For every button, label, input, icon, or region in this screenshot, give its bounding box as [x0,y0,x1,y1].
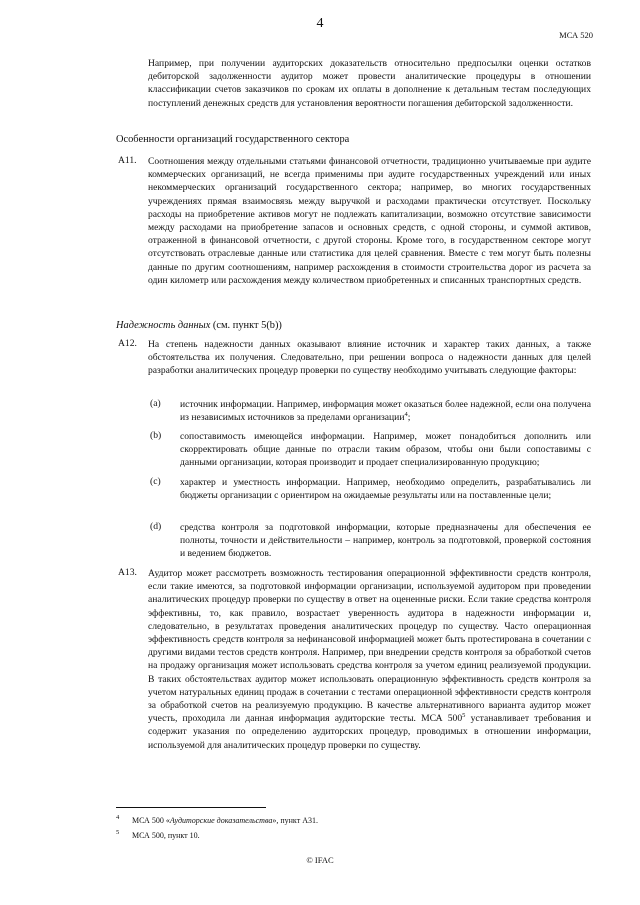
list-item-text: источник информации. Например, информация может оказаться более надежной, если она получена из независимых источников за пределами организации [180,399,591,424]
footnote-divider [116,807,266,808]
standard-reference: МСА 520 [559,30,593,40]
a12-text: На степень надежности данных оказывают влияние источник и характер таких данных, а также обстоятельства их получения. Следовательно, при решении вопроса о надежности данных для целей разработки аналитических процедур проверки по существу необходимо учитывать следующие факторы: [148,339,591,377]
list-item-text: характер и уместность информации. Например, необходимо определить, разрабатывались ли бюджеты организации с ориентиром на ожидаемые результаты или на поставленные цели; [180,477,591,502]
a13-tail: устанавливает требования и содержит указания по определению аудиторских процедур, проводимых в отношении информации, используемой для аналитических процедур проверки по существу. [148,713,591,751]
list-item-label: (b) [150,430,162,441]
footnote-title: Аудиторские доказательства [169,816,273,825]
heading-italic-text: Надежность данных [116,320,211,331]
list-item [180,521,591,561]
intro-paragraph [148,57,591,110]
page-number: 4 [316,16,324,31]
a13-text: Аудитор может рассмотреть возможность тестирования операционной эффективности средств контроля, если такие имеются, за подготовкой информации организации, используемой аудитором при проведении аналитических процедур проверки по существу в ответ на оцененные риски. Если такие средства контроля эффективны, то, как правило, возрастает уверенность аудитора в надежности информации и, следовательно, в результатах проведения аналитических процедур по существу. Часто операционная эффективность средств контроля за нефинансовой информацией может быть протестирована в сочетании с другими видами тестов средств контроля. Например, при внедрении средств контроля за обработкой счетов на продажу организация может использовать средства контроля за учетом единиц реализуемой продукции. В таких обстоятельствах аудитор может использовать операционную эффективность средств контроля за учетом натуральных единиц продаж в сочетании с тестами операционной эффективности средств контроля за обработкой счетов на реализуемую продукцию. В качестве альтернативного варианта аудитор может учесть, проходила ли данная информация аудиторские тесты. МСА 500 [148,568,591,725]
list-item-label: (c) [150,476,161,487]
list-item [180,476,591,502]
paragraph-a11 [148,155,591,287]
a11-text: Соотношения между отдельными статьями финансовой отчетности, традиционно учитываемые при аудите коммерческих организаций, не всегда применимы при аудите государственных учреждений или иных некоммерческих организаций государственного сектора; например, во многих государственных учреждениях прямая взаимосвязь между выручкой и расходами практически отсутствует. Поскольку расходы на приобретение активов могут не подлежать капитализации, возможно отсутствие зависимости между расходами на приобретение запасов и основных средств, с одной стороны, и суммой активов, отраженной в финансовой отчетности, с другой стороны. Кроме того, в государственном секторе могут отсутствовать отраслевые данные или статистика для целей сравнения. Вместе с тем могут быть полезны данные по другим соотношениям, например расхождения в стоимости строительства дорог из расчета за один километр или расхождения между количеством приобретенных и списанных транспортных средств. [148,156,591,286]
list-item-text: сопоставимость имеющейся информации. Например, может понадобиться дополнить или скорректировать общие данные по отрасли таким образом, чтобы они были сопоставимы с данными организации, которая производит и продает специализированную продукцию; [180,431,591,469]
list-item-text: средства контроля за подготовкой информации, которые предназначены для обеспечения ее полноты, точности и действительности – например, контроль за подготовкой, проверкой состояния и ведением бюджетов. [180,522,591,560]
list-item [180,430,591,470]
intro-text: Например, при получении аудиторских доказательств относительно предпосылки оценки остатков дебиторской задолженности аудитор может провести аналитические процедуры в отношении классификации счетов заказчиков по срокам их оплаты в дополнение к детальным тестам последующих поступлений денежных средств для установления вероятности погашения дебиторской задолженности. [148,58,591,109]
list-item-tail: ; [407,412,411,424]
footnote-prefix: МСА 500, пункт 10. [132,831,200,840]
footnote-ref-4[interactable]: 4 [404,411,408,419]
heading-reference: (см. пункт 5(b)) [210,320,282,331]
footnote-prefix: МСА 500 « [132,816,170,825]
list-item [180,398,591,424]
paragraph-number-a12: A12. [118,338,137,349]
copyright-footer: © IFAC [306,855,334,865]
list-item-label: (d) [150,521,162,532]
section-heading-public-sector: Особенности организаций государственного сектора [116,134,350,145]
paragraph-a13 [148,567,591,752]
section-heading-data-reliability [116,320,282,331]
footnote-mark: 5 [116,829,120,836]
list-item-label: (a) [150,398,161,409]
footnote-ref-5[interactable]: 5 [462,712,466,720]
footnote-mark: 4 [116,814,120,821]
paragraph-number-a11: A11. [118,155,137,166]
footnote-suffix: », пункт А31. [272,816,318,825]
paragraph-number-a13: A13. [118,567,137,578]
paragraph-a12 [148,338,591,378]
